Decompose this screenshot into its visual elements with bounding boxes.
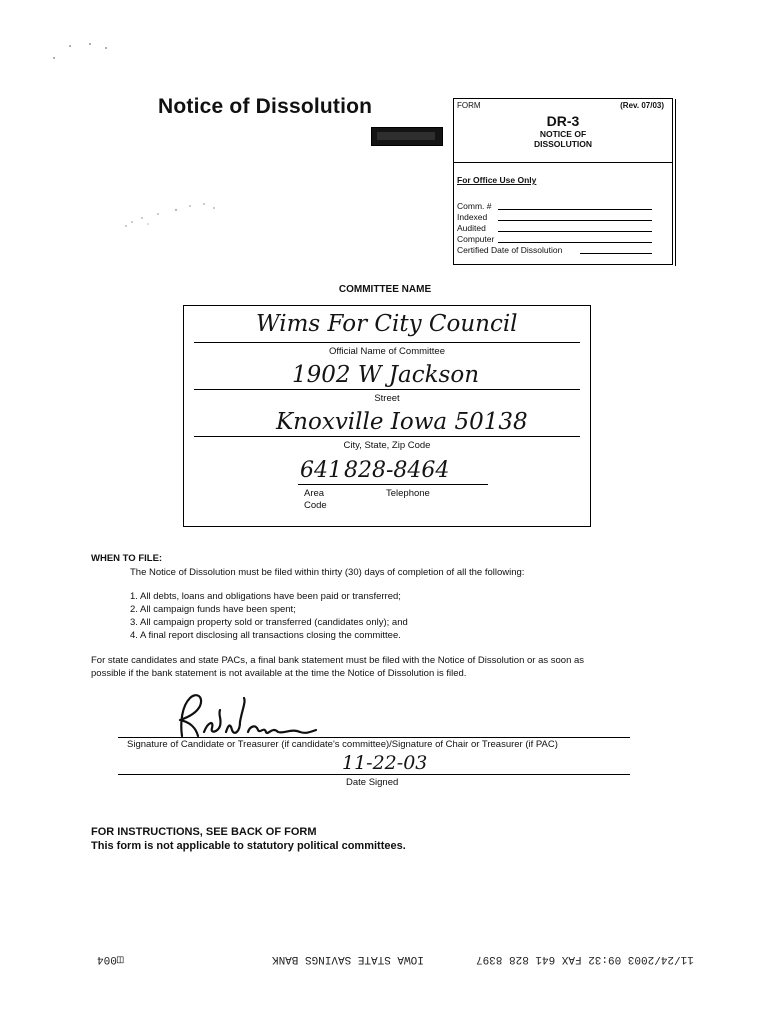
form-subtitle (454, 129, 672, 149)
form-info-box (453, 98, 673, 265)
phone-value[interactable]: 828-8464 (344, 458, 450, 483)
indexed-field[interactable] (498, 220, 652, 221)
list-item: 1. All debts, loans and obligations have been paid or transferred; (130, 591, 401, 602)
instructions-line1: FOR INSTRUCTIONS, SEE BACK OF FORM (91, 826, 317, 838)
phone-line (298, 484, 488, 485)
redacted-stamp (371, 127, 443, 146)
committee-name-label: Official Name of Committee (329, 346, 445, 357)
street-label: Street (374, 393, 400, 404)
indexed-label: Indexed (457, 212, 488, 222)
area-code-value[interactable]: 641 (300, 458, 342, 483)
committee-name-line (194, 342, 580, 343)
comm-number-field[interactable] (498, 209, 652, 210)
instructions-line2: This form is not applicable to statutory political committees. (91, 840, 406, 852)
fax-footer-left: 11/24/2003 09:32 FAX 641 828 8397 (476, 953, 694, 965)
signature-image (160, 692, 320, 738)
committee-info-box (183, 305, 591, 527)
form-label: FORM (457, 101, 481, 110)
fax-footer-page (97, 953, 123, 967)
street-value[interactable]: 1902 W Jackson (292, 362, 480, 388)
date-signed-label: Date Signed (346, 777, 399, 788)
form-subtitle-line1: NOTICE OF (539, 129, 587, 139)
committee-name-heading: COMMITTEE NAME (338, 284, 432, 295)
state-note-line2: possible if the bank statement is not available at the time the Notice of Dissolution is filed. (91, 668, 467, 679)
when-to-file-heading: WHEN TO FILE: (91, 553, 163, 564)
revision-date: (Rev. 07/03) (620, 101, 664, 110)
city-state-zip-value[interactable]: Knoxville Iowa 50138 (276, 409, 528, 435)
form-box-edge (675, 99, 676, 266)
area-label-1: Area (304, 488, 325, 499)
certified-date-field[interactable] (580, 253, 652, 254)
comm-number-label: Comm. # (457, 201, 492, 211)
area-label-2: Code (304, 500, 327, 511)
computer-field[interactable] (498, 242, 652, 243)
scan-specks (118, 196, 228, 236)
signature-line[interactable] (118, 737, 630, 738)
computer-label: Computer (457, 234, 495, 244)
fax-footer-page-number: 004 (97, 953, 117, 965)
signature-label: Signature of Candidate or Treasurer (if candidate's committee)/Signature of Chair or Treasurer (if PAC) (127, 739, 558, 750)
form-code: DR-3 (546, 113, 580, 129)
list-item: 2. All campaign funds have been spent; (130, 604, 296, 615)
city-line (194, 436, 580, 437)
date-signed-line (118, 774, 630, 775)
list-item: 4. A final report disclosing all transactions closing the committee. (130, 630, 401, 641)
street-line (194, 389, 580, 390)
form-box-divider (454, 162, 672, 163)
fax-page-icon: ◫ (116, 953, 124, 965)
audited-field[interactable] (498, 231, 652, 232)
when-to-file-intro: The Notice of Dissolution must be filed within thirty (30) days of completion of all the following: (130, 567, 525, 578)
fax-footer-center: IOWA STATE SAVINGS BANK (272, 953, 424, 965)
scan-mark-top (50, 40, 110, 70)
committee-name-value[interactable]: Wims For City Council (256, 311, 518, 337)
office-use-heading: For Office Use Only (457, 175, 537, 185)
certified-date-label: Certified Date of Dissolution (457, 245, 563, 255)
form-subtitle-line2: DISSOLUTION (533, 139, 593, 149)
audited-label: Audited (457, 223, 486, 233)
city-state-zip-label: City, State, Zip Code (343, 440, 431, 451)
date-signed-value[interactable]: 11-22-03 (342, 752, 428, 774)
state-note-line1: For state candidates and state PACs, a final bank statement must be filed with the Notice of Dissolution or as soon as (91, 655, 585, 666)
list-item: 3. All campaign property sold or transferred (candidates only); and (130, 617, 408, 628)
telephone-label: Telephone (386, 488, 430, 499)
page-title: Notice of Dissolution (158, 95, 373, 118)
